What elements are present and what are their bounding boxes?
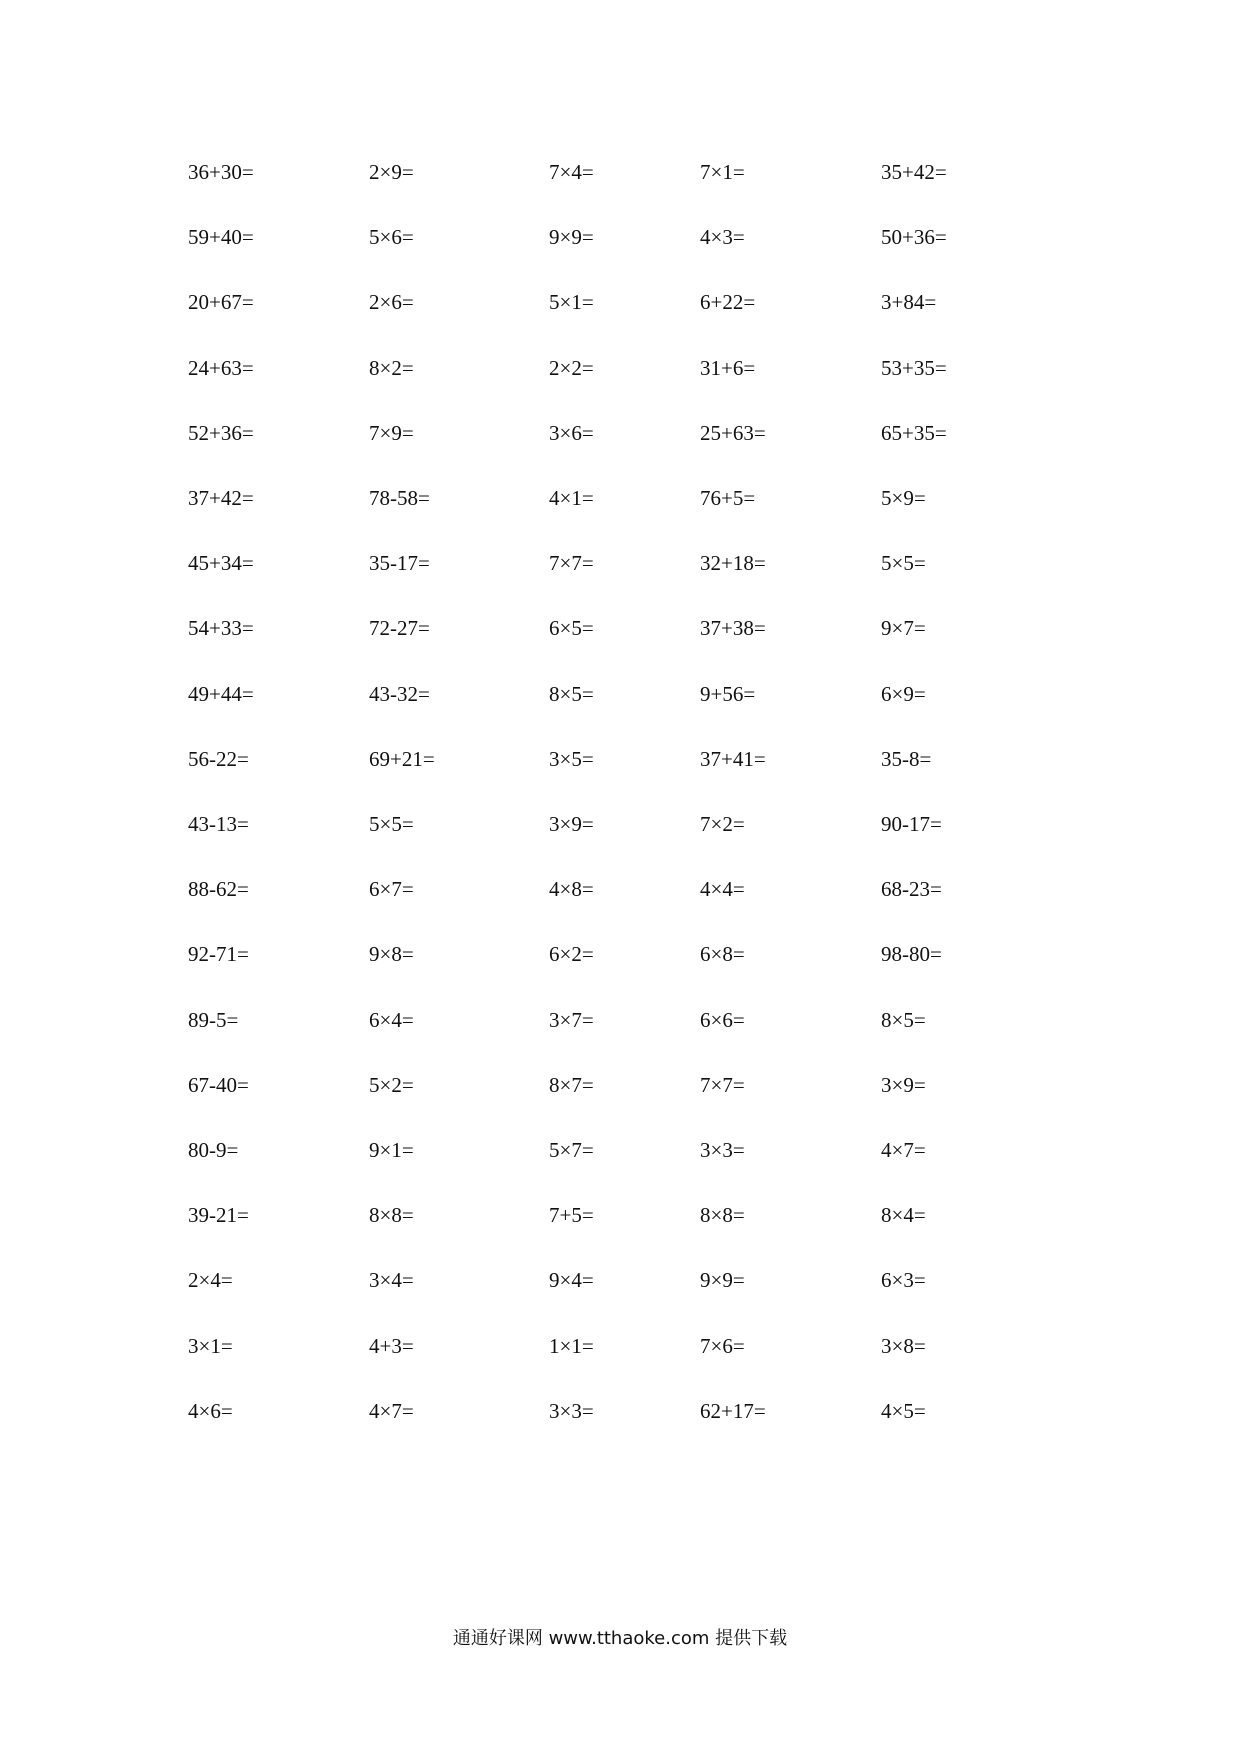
problem-item: 59+40=	[188, 225, 254, 250]
problem-item: 98-80=	[881, 942, 942, 967]
problem-item: 37+42=	[188, 486, 254, 510]
problem-item: 92-71=	[188, 942, 249, 967]
problem-item: 6×7=	[369, 877, 414, 902]
problem-item: 2×4=	[188, 1268, 233, 1293]
problem-item: 5×5=	[881, 551, 926, 576]
problem-row	[0, 869, 1240, 909]
problem-item: 8×5=	[881, 1007, 926, 1032]
problem-item: 5×5=	[369, 812, 414, 836]
problem-item: 6×6=	[700, 1007, 745, 1032]
problem-row	[0, 804, 1240, 844]
problem-item: 68-23=	[881, 877, 942, 902]
problem-item: 3×6=	[549, 420, 594, 445]
problem-item: 65+35=	[881, 420, 947, 445]
problem-item: 4×5=	[881, 1398, 926, 1423]
problem-item: 6×8=	[700, 942, 745, 967]
problem-item: 3×3=	[700, 1138, 745, 1162]
problem-item: 6×9=	[881, 681, 926, 706]
problem-row	[0, 348, 1240, 388]
problem-item: 37+38=	[700, 616, 766, 641]
problem-item: 78-58=	[369, 486, 430, 510]
problem-item: 4×4=	[700, 877, 745, 902]
problem-item: 4×8=	[549, 877, 594, 902]
problem-item: 3×4=	[369, 1268, 414, 1293]
problem-item: 9×9=	[549, 225, 594, 250]
problem-item: 8×8=	[700, 1203, 745, 1228]
problem-item: 35+42=	[881, 160, 947, 184]
problem-item: 32+18=	[700, 551, 766, 576]
problem-item: 24+63=	[188, 355, 254, 380]
problem-item: 6×2=	[549, 942, 594, 967]
problem-item: 5×7=	[549, 1138, 594, 1162]
problem-item: 8×5=	[549, 681, 594, 706]
problem-item: 80-9=	[188, 1138, 239, 1162]
problem-item: 7×2=	[700, 812, 745, 836]
problem-item: 2×6=	[369, 290, 414, 315]
problem-item: 7×6=	[700, 1333, 745, 1358]
problem-item: 43-32=	[369, 681, 430, 706]
problem-item: 4×1=	[549, 486, 594, 510]
problem-item: 4×7=	[369, 1398, 414, 1423]
problem-row	[0, 543, 1240, 583]
problem-item: 20+67=	[188, 290, 254, 315]
problem-item: 4+3=	[369, 1333, 414, 1358]
problem-item: 2×9=	[369, 160, 414, 184]
problem-item: 8×2=	[369, 355, 414, 380]
problem-item: 8×4=	[881, 1203, 926, 1228]
problem-item: 6×4=	[369, 1007, 414, 1032]
problem-item: 5×9=	[881, 486, 926, 510]
problem-row	[0, 1391, 1240, 1431]
problem-item: 50+36=	[881, 225, 947, 250]
problem-row	[0, 478, 1240, 518]
problem-item: 31+6=	[700, 355, 756, 380]
problem-item: 39-21=	[188, 1203, 249, 1228]
problem-item: 9×7=	[881, 616, 926, 641]
problem-item: 54+33=	[188, 616, 254, 641]
problem-item: 36+30=	[188, 160, 254, 184]
problem-item: 3×8=	[881, 1333, 926, 1358]
problem-item: 5×6=	[369, 225, 414, 250]
problem-item: 43-13=	[188, 812, 249, 836]
problem-item: 7×4=	[549, 160, 594, 184]
problem-item: 9×9=	[700, 1268, 745, 1293]
problem-item: 6×3=	[881, 1268, 926, 1293]
problem-item: 1×1=	[549, 1333, 594, 1358]
problem-row	[0, 1065, 1240, 1105]
problem-item: 88-62=	[188, 877, 249, 902]
problem-item: 6×5=	[549, 616, 594, 641]
problem-row	[0, 413, 1240, 453]
problem-item: 25+63=	[700, 420, 766, 445]
problem-row	[0, 152, 1240, 192]
problem-item: 9×1=	[369, 1138, 414, 1162]
problem-item: 45+34=	[188, 551, 254, 576]
problem-row	[0, 1326, 1240, 1366]
problem-item: 4×7=	[881, 1138, 926, 1162]
problem-item: 9×4=	[549, 1268, 594, 1293]
problem-item: 3×1=	[188, 1333, 233, 1358]
footer-credit: 通通好课网 www.tthaoke.com 提供下载	[452, 1628, 788, 1649]
problem-item: 7+5=	[549, 1203, 594, 1228]
problem-item: 56-22=	[188, 746, 249, 771]
problem-row	[0, 217, 1240, 257]
problem-row	[0, 1000, 1240, 1040]
problem-row	[0, 1195, 1240, 1235]
problem-row	[0, 608, 1240, 648]
problem-item: 5×1=	[549, 290, 594, 315]
problem-item: 4×6=	[188, 1398, 233, 1423]
problem-item: 7×1=	[700, 160, 745, 184]
problem-item: 8×7=	[549, 1072, 594, 1097]
problem-item: 62+17=	[700, 1398, 766, 1423]
problem-item: 90-17=	[881, 812, 942, 836]
problem-row	[0, 282, 1240, 322]
problem-row	[0, 1130, 1240, 1170]
problem-item: 2×2=	[549, 355, 594, 380]
problem-item: 37+41=	[700, 746, 766, 771]
problem-row	[0, 934, 1240, 974]
problem-item: 7×7=	[700, 1072, 745, 1097]
problem-item: 52+36=	[188, 420, 254, 445]
problem-item: 69+21=	[369, 746, 435, 771]
problem-item: 6+22=	[700, 290, 756, 315]
problem-item: 49+44=	[188, 681, 254, 706]
problem-item: 35-17=	[369, 551, 430, 576]
problem-row	[0, 1260, 1240, 1300]
problem-item: 67-40=	[188, 1072, 249, 1097]
problem-item: 3×7=	[549, 1007, 594, 1032]
problem-row	[0, 739, 1240, 779]
problem-row	[0, 674, 1240, 714]
problem-item: 7×7=	[549, 551, 594, 576]
problem-item: 9×8=	[369, 942, 414, 967]
problem-item: 35-8=	[881, 746, 932, 771]
problem-item: 72-27=	[369, 616, 430, 641]
problem-item: 3×9=	[549, 812, 594, 836]
problem-item: 9+56=	[700, 681, 756, 706]
problem-item: 89-5=	[188, 1007, 239, 1032]
problem-item: 5×2=	[369, 1072, 414, 1097]
problem-item: 7×9=	[369, 420, 414, 445]
problem-item: 3×5=	[549, 746, 594, 771]
problem-item: 76+5=	[700, 486, 756, 510]
problem-item: 3×9=	[881, 1072, 926, 1097]
problem-item: 3+84=	[881, 290, 937, 315]
problem-item: 8×8=	[369, 1203, 414, 1228]
problem-item: 3×3=	[549, 1398, 594, 1423]
problem-item: 4×3=	[700, 225, 745, 250]
problem-item: 53+35=	[881, 355, 947, 380]
